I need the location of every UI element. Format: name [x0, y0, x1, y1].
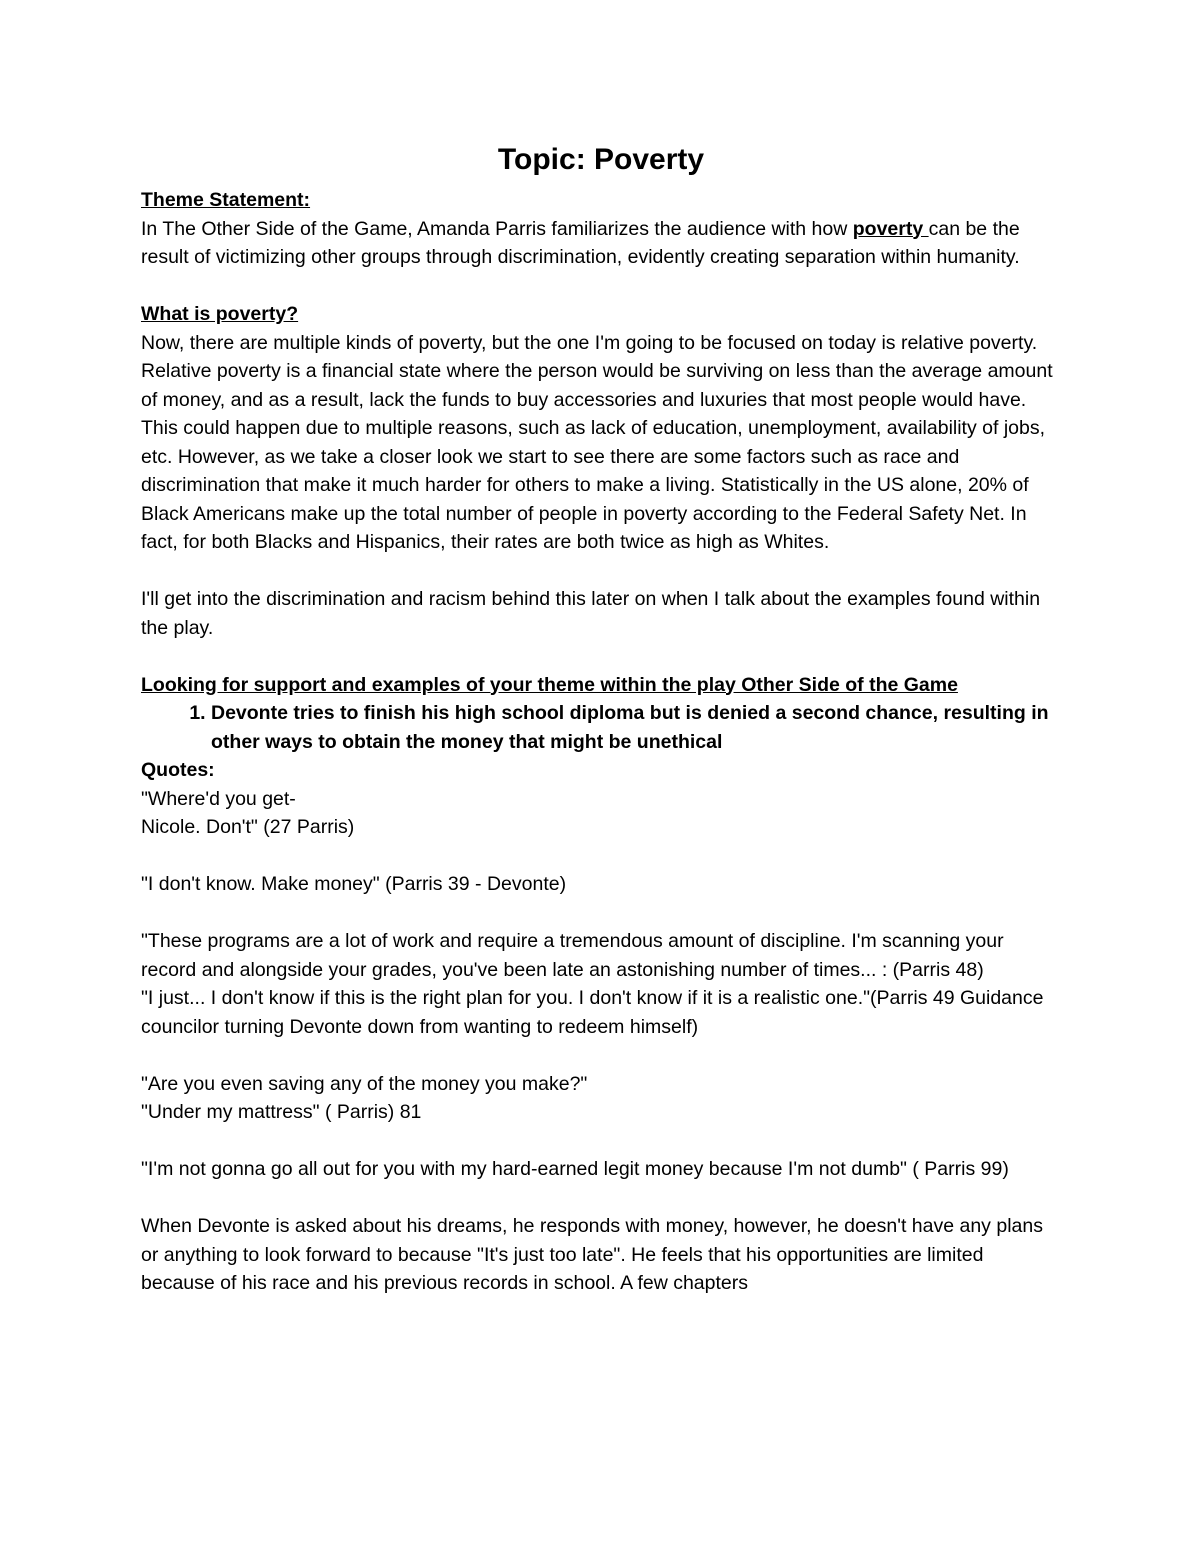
- quote-under-mattress: "Under my mattress" ( Parris) 81: [141, 1101, 422, 1123]
- example-item: 1. Devonte tries to finish his high school diploma but is denied a second chance, resulting in other ways to obtain the money that might be unethical: [211, 699, 1061, 756]
- poverty-definition-paragraph: Now, there are multiple kinds of poverty, but the one I'm going to be focused on today is relative poverty. Relative poverty is a financial state where the person would be surviving on less than the average amount of money, and as a result, lack the funds to buy accessories and luxuries that most people would have. This could happen due to multiple reasons, such as lack of education, unemployment, availability of jobs, etc. However, as we take a closer look we start to see there are some factors such as race and discrimination that make it much harder for others to make a living. Statistically in the US alone, 20% of Black Americans make up the total number of people in poverty according to the Federal Safety Net. In fact, for both Blacks and Hispanics, their rates are both twice as high as Whites.: [141, 331, 1053, 553]
- spacer: [141, 1127, 1061, 1156]
- quote-where-did-you-get: "Where'd you get-: [141, 787, 296, 810]
- theme-keyword-poverty: poverty: [852, 217, 929, 240]
- spacer: [141, 899, 1061, 928]
- spacer: [141, 842, 1061, 871]
- quote-right-plan: "I just... I don't know if this is the right plan for you. I don't know if it is a realistic one."(Parris 49 Guidance councilor turning Devonte down from wanting to redeem himself): [141, 987, 1044, 1038]
- spacer: [141, 642, 1061, 671]
- quotes-label: Quotes:: [141, 759, 215, 781]
- theme-statement-text-end: can be the result of victimizing other groups through discrimination, evidently creating separation within humanity.: [141, 217, 1020, 268]
- spacer: [141, 1041, 1061, 1070]
- examples-list: [141, 699, 1061, 756]
- quote-saving-money: "Are you even saving any of the money you make?": [141, 1072, 588, 1095]
- quote-programs-discipline: "These programs are a lot of work and require a tremendous amount of discipline. I'm scanning your record and alongside your grades, you've been late an astonishing number of times... : (Parris 48): [141, 930, 1004, 981]
- support-examples-heading: Looking for support and examples of your theme within the play Other Side of the Game: [141, 673, 958, 696]
- quote-nicole-dont: Nicole. Don't" (27 Parris): [141, 816, 355, 838]
- document-page: [141, 140, 1061, 1298]
- discrimination-later-paragraph: I'll get into the discrimination and racism behind this later on when I talk about the examples found within the play.: [141, 588, 1041, 639]
- page-title: Topic: Poverty: [497, 143, 705, 176]
- theme-statement-heading: Theme Statement:: [141, 189, 311, 211]
- spacer: [141, 557, 1061, 586]
- theme-statement-paragraph: [141, 215, 1061, 272]
- what-is-poverty-heading: What is poverty?: [141, 303, 299, 325]
- spacer: [141, 1184, 1061, 1213]
- theme-statement-text-start: In The Other Side of the Game, Amanda Parris familiarizes the audience with how: [141, 217, 853, 240]
- analysis-paragraph: When Devonte is asked about his dreams, he responds with money, however, he doesn't have any plans or anything to look forward to because "It's just too late". He feels that his opportunities are limited because of his race and his previous records in school. A few chapters: [141, 1215, 1043, 1294]
- quote-make-money: "I don't know. Make money" (Parris 39 - Devonte): [141, 873, 567, 895]
- spacer: [141, 272, 1061, 301]
- quote-hard-earned-money: "I'm not gonna go all out for you with my hard-earned legit money because I'm not dumb" ( Parris 99): [141, 1158, 1009, 1180]
